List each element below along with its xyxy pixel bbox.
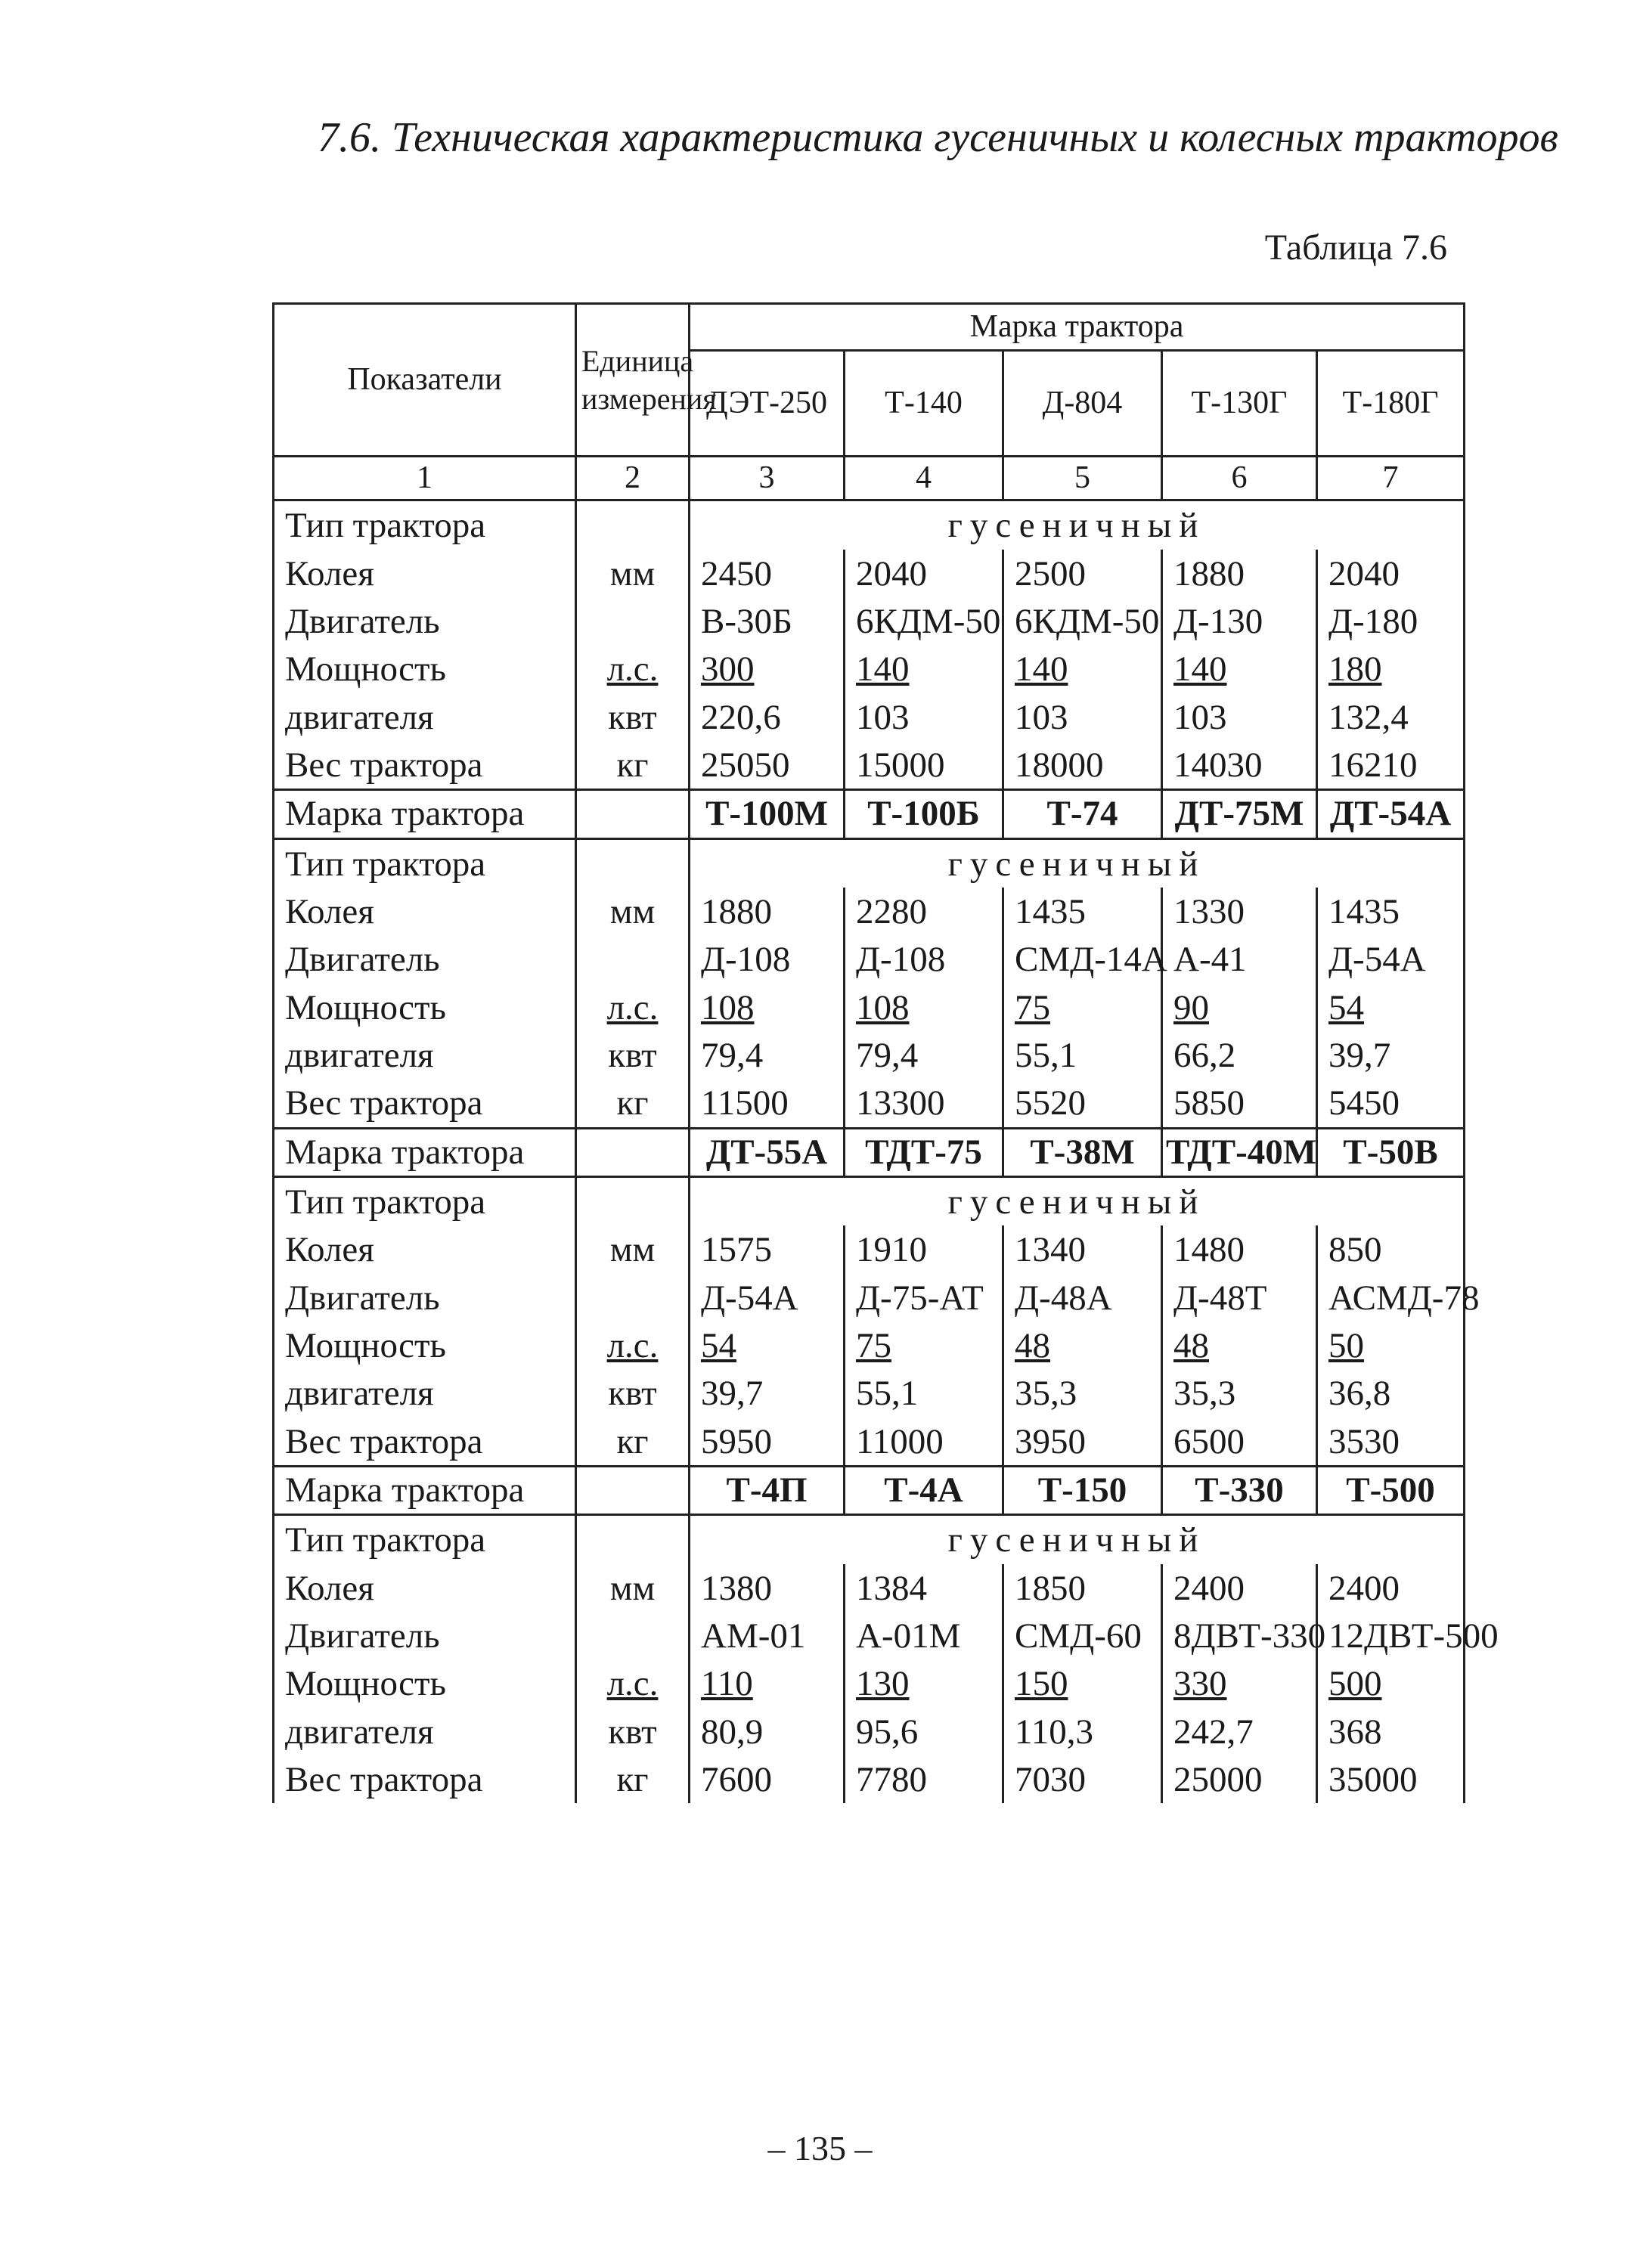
type-row — [274, 838, 1465, 888]
power-kw-value: 66,2 — [1162, 1031, 1317, 1079]
power-kw-value: 79,4 — [690, 1031, 845, 1079]
unit-cell — [576, 1467, 690, 1515]
gauge-value: 2280 — [845, 888, 1003, 935]
unit-cell: мм — [576, 550, 690, 597]
gauge-value: 1435 — [1003, 888, 1162, 935]
gauge-row — [274, 888, 1465, 935]
engine-value: А-41 — [1162, 935, 1317, 983]
power-hp-value: 140 — [845, 645, 1003, 692]
row-label: Тип трактора — [274, 1177, 576, 1226]
power-kw-value: 103 — [1003, 693, 1162, 741]
weight-value: 6500 — [1162, 1418, 1317, 1467]
power-kw-value: 79,4 — [845, 1031, 1003, 1079]
row-label: Вес трактора — [274, 1755, 576, 1803]
brand-name: Т-100Б — [845, 790, 1003, 838]
gauge-value: 2040 — [1317, 550, 1465, 597]
power-kw-value: 132,4 — [1317, 693, 1465, 741]
engine-value: 6КДМ-50 — [845, 597, 1003, 645]
engine-value: Д-48А — [1003, 1274, 1162, 1321]
engine-value: АМ-01 — [690, 1612, 845, 1659]
power-kw-value: 35,3 — [1162, 1369, 1317, 1417]
weight-value: 7030 — [1003, 1755, 1162, 1803]
unit-cell — [576, 790, 690, 838]
engine-value: СМД-14А — [1003, 935, 1162, 983]
row-label: Мощность — [274, 1659, 576, 1707]
weight-value: 25050 — [690, 741, 845, 790]
power-hp-value: 90 — [1162, 984, 1317, 1031]
weight-value: 16210 — [1317, 741, 1465, 790]
engine-value: Д-75-АТ — [845, 1274, 1003, 1321]
engine-value: Д-180 — [1317, 597, 1465, 645]
power-kw-value: 368 — [1317, 1708, 1465, 1755]
power-kw-value: 242,7 — [1162, 1708, 1317, 1755]
header-brand: ДЭТ-250 — [690, 351, 845, 457]
row-label: двигателя — [274, 1708, 576, 1755]
brand-name: Т-38М — [1003, 1128, 1162, 1176]
brand-name: Т-500 — [1317, 1467, 1465, 1515]
unit-cell — [576, 1128, 690, 1176]
unit-cell — [576, 1515, 690, 1564]
power-hp-value: 300 — [690, 645, 845, 692]
tractor-type: гусеничный — [690, 500, 1465, 550]
type-row — [274, 1515, 1465, 1564]
engine-value: 6КДМ-50 — [1003, 597, 1162, 645]
type-row — [274, 1177, 1465, 1226]
unit-cell: кг — [576, 1079, 690, 1128]
unit-cell: кг — [576, 1755, 690, 1803]
section-title: 7.6. Техническая характеристика гусеничных и колесных тракторов — [318, 114, 1558, 161]
unit-cell — [576, 1274, 690, 1321]
engine-value: Д-48Т — [1162, 1274, 1317, 1321]
brand-name: Т-74 — [1003, 790, 1162, 838]
gauge-value: 1330 — [1162, 888, 1317, 935]
brand-row — [274, 1128, 1465, 1176]
power-kw-value: 220,6 — [690, 693, 845, 741]
unit-cell: л.с. — [576, 645, 690, 692]
unit-cell: л.с. — [576, 1659, 690, 1707]
power-kw-row — [274, 1031, 1465, 1079]
row-label: двигателя — [274, 693, 576, 741]
unit-cell: квт — [576, 1708, 690, 1755]
power-hp-row — [274, 984, 1465, 1031]
row-label: Двигатель — [274, 935, 576, 983]
weight-value: 5850 — [1162, 1079, 1317, 1128]
engine-value: В-30Б — [690, 597, 845, 645]
gauge-row — [274, 1225, 1465, 1273]
tractor-type: гусеничный — [690, 1515, 1465, 1564]
row-label: Мощность — [274, 645, 576, 692]
power-kw-value: 80,9 — [690, 1708, 845, 1755]
power-kw-value: 103 — [1162, 693, 1317, 741]
unit-cell: л.с. — [576, 1321, 690, 1369]
weight-value: 25000 — [1162, 1755, 1317, 1803]
unit-cell — [576, 1612, 690, 1659]
header-indicators: Показатели — [274, 304, 576, 457]
gauge-value: 1850 — [1003, 1564, 1162, 1612]
gauge-value: 2040 — [845, 550, 1003, 597]
header-brand: Д-804 — [1003, 351, 1162, 457]
column-number: 3 — [690, 457, 845, 500]
tractor-type: гусеничный — [690, 1177, 1465, 1226]
engine-row — [274, 597, 1465, 645]
gauge-value: 1575 — [690, 1225, 845, 1273]
column-number: 5 — [1003, 457, 1162, 500]
power-kw-row — [274, 1708, 1465, 1755]
gauge-row — [274, 1564, 1465, 1612]
unit-cell: мм — [576, 1225, 690, 1273]
power-hp-value: 180 — [1317, 645, 1465, 692]
power-kw-value: 110,3 — [1003, 1708, 1162, 1755]
power-hp-value: 75 — [845, 1321, 1003, 1369]
brand-row — [274, 790, 1465, 838]
engine-value: Д-108 — [845, 935, 1003, 983]
gauge-value: 1435 — [1317, 888, 1465, 935]
gauge-value: 1384 — [845, 1564, 1003, 1612]
power-kw-row — [274, 693, 1465, 741]
gauge-value: 2450 — [690, 550, 845, 597]
type-row — [274, 500, 1465, 550]
power-kw-value: 103 — [845, 693, 1003, 741]
gauge-value: 850 — [1317, 1225, 1465, 1273]
header-brand-group: Марка трактора — [690, 304, 1465, 351]
gauge-value: 1340 — [1003, 1225, 1162, 1273]
row-label: Вес трактора — [274, 741, 576, 790]
power-hp-row — [274, 1659, 1465, 1707]
engine-value: 8ДВТ-330 — [1162, 1612, 1317, 1659]
column-number: 6 — [1162, 457, 1317, 500]
power-hp-row — [274, 1321, 1465, 1369]
gauge-value: 2400 — [1162, 1564, 1317, 1612]
row-label: Мощность — [274, 984, 576, 1031]
gauge-value: 2500 — [1003, 550, 1162, 597]
row-label: Колея — [274, 1564, 576, 1612]
power-hp-value: 130 — [845, 1659, 1003, 1707]
power-hp-value: 108 — [845, 984, 1003, 1031]
brand-name: Т-150 — [1003, 1467, 1162, 1515]
unit-cell: л.с. — [576, 984, 690, 1031]
brand-name: Т-100М — [690, 790, 845, 838]
engine-value: А-01М — [845, 1612, 1003, 1659]
weight-value: 5950 — [690, 1418, 845, 1467]
column-number: 7 — [1317, 457, 1465, 500]
brand-name: ДТ-54А — [1317, 790, 1465, 838]
power-kw-value: 95,6 — [845, 1708, 1003, 1755]
header-brand: Т-180Г — [1317, 351, 1465, 457]
page-number: – 135 – — [767, 2129, 873, 2167]
weight-row — [274, 741, 1465, 790]
engine-row — [274, 1274, 1465, 1321]
weight-value: 7600 — [690, 1755, 845, 1803]
brand-name: ДТ-55А — [690, 1128, 845, 1176]
weight-value: 3530 — [1317, 1418, 1465, 1467]
brand-name: ТДТ-75 — [845, 1128, 1003, 1176]
row-label: Тип трактора — [274, 500, 576, 550]
power-hp-value: 75 — [1003, 984, 1162, 1031]
engine-value: 12ДВТ-500 — [1317, 1612, 1465, 1659]
power-hp-value: 54 — [690, 1321, 845, 1369]
unit-cell — [576, 597, 690, 645]
power-hp-value: 48 — [1162, 1321, 1317, 1369]
weight-value: 3950 — [1003, 1418, 1162, 1467]
gauge-value: 2400 — [1317, 1564, 1465, 1612]
engine-value: СМД-60 — [1003, 1612, 1162, 1659]
power-kw-row — [274, 1369, 1465, 1417]
row-label: двигателя — [274, 1369, 576, 1417]
brand-name: Т-330 — [1162, 1467, 1317, 1515]
row-label: Колея — [274, 1225, 576, 1273]
engine-value: Д-130 — [1162, 597, 1317, 645]
engine-value: Д-54А — [690, 1274, 845, 1321]
row-label: Марка трактора — [274, 790, 576, 838]
gauge-value: 1380 — [690, 1564, 845, 1612]
column-number: 1 — [274, 457, 576, 500]
engine-value: Д-54А — [1317, 935, 1465, 983]
header-brand: Т-130Г — [1162, 351, 1317, 457]
power-kw-value: 39,7 — [1317, 1031, 1465, 1079]
unit-cell — [576, 935, 690, 983]
weight-value: 14030 — [1162, 741, 1317, 790]
row-label: Мощность — [274, 1321, 576, 1369]
power-hp-value: 500 — [1317, 1659, 1465, 1707]
gauge-value: 1480 — [1162, 1225, 1317, 1273]
power-hp-value: 330 — [1162, 1659, 1317, 1707]
power-kw-value: 39,7 — [690, 1369, 845, 1417]
power-kw-value: 35,3 — [1003, 1369, 1162, 1417]
gauge-value: 1880 — [690, 888, 845, 935]
column-number: 2 — [576, 457, 690, 500]
unit-cell: квт — [576, 1031, 690, 1079]
gauge-value: 1880 — [1162, 550, 1317, 597]
unit-cell: квт — [576, 1369, 690, 1417]
row-label: Вес трактора — [274, 1418, 576, 1467]
power-hp-value: 108 — [690, 984, 845, 1031]
power-hp-value: 140 — [1003, 645, 1162, 692]
power-hp-row — [274, 645, 1465, 692]
engine-value: АСМД-78 — [1317, 1274, 1465, 1321]
row-label: Колея — [274, 888, 576, 935]
row-label: двигателя — [274, 1031, 576, 1079]
brand-name: ТДТ-40М — [1162, 1128, 1317, 1176]
row-label: Марка трактора — [274, 1467, 576, 1515]
brand-name: Т-4А — [845, 1467, 1003, 1515]
row-label: Двигатель — [274, 1612, 576, 1659]
brand-row — [274, 1467, 1465, 1515]
row-label: Двигатель — [274, 597, 576, 645]
power-hp-value: 140 — [1162, 645, 1317, 692]
weight-row — [274, 1079, 1465, 1128]
weight-value: 15000 — [845, 741, 1003, 790]
power-hp-value: 150 — [1003, 1659, 1162, 1707]
header-brand: Т-140 — [845, 351, 1003, 457]
unit-cell — [576, 838, 690, 888]
brand-name: ДТ-75М — [1162, 790, 1317, 838]
weight-value: 11500 — [690, 1079, 845, 1128]
power-kw-value: 55,1 — [845, 1369, 1003, 1417]
row-label: Вес трактора — [274, 1079, 576, 1128]
column-number: 4 — [845, 457, 1003, 500]
weight-value: 5520 — [1003, 1079, 1162, 1128]
gauge-value: 1910 — [845, 1225, 1003, 1273]
gauge-row — [274, 550, 1465, 597]
tractor-specs-table — [272, 302, 1499, 1803]
row-label: Колея — [274, 550, 576, 597]
weight-value: 7780 — [845, 1755, 1003, 1803]
row-label: Тип трактора — [274, 838, 576, 888]
weight-value: 11000 — [845, 1418, 1003, 1467]
row-label: Тип трактора — [274, 1515, 576, 1564]
brand-name: Т-4П — [690, 1467, 845, 1515]
engine-row — [274, 935, 1465, 983]
power-hp-value: 48 — [1003, 1321, 1162, 1369]
unit-cell: мм — [576, 888, 690, 935]
weight-value: 13300 — [845, 1079, 1003, 1128]
row-label: Двигатель — [274, 1274, 576, 1321]
weight-value: 35000 — [1317, 1755, 1465, 1803]
weight-row — [274, 1418, 1465, 1467]
weight-value: 18000 — [1003, 741, 1162, 790]
unit-cell — [576, 500, 690, 550]
unit-cell: квт — [576, 693, 690, 741]
row-label: Марка трактора — [274, 1128, 576, 1176]
power-hp-value: 54 — [1317, 984, 1465, 1031]
power-hp-value: 50 — [1317, 1321, 1465, 1369]
weight-row — [274, 1755, 1465, 1803]
table-label: Таблица 7.6 — [1264, 228, 1447, 268]
unit-cell: кг — [576, 741, 690, 790]
brand-name: Т-50В — [1317, 1128, 1465, 1176]
engine-row — [274, 1612, 1465, 1659]
power-kw-value: 55,1 — [1003, 1031, 1162, 1079]
power-kw-value: 36,8 — [1317, 1369, 1465, 1417]
unit-cell — [576, 1177, 690, 1226]
unit-cell: мм — [576, 1564, 690, 1612]
unit-cell: кг — [576, 1418, 690, 1467]
weight-value: 5450 — [1317, 1079, 1465, 1128]
power-hp-value: 110 — [690, 1659, 845, 1707]
tractor-type: гусеничный — [690, 838, 1465, 888]
engine-value: Д-108 — [690, 935, 845, 983]
header-unit: Единица измерения — [576, 304, 690, 457]
